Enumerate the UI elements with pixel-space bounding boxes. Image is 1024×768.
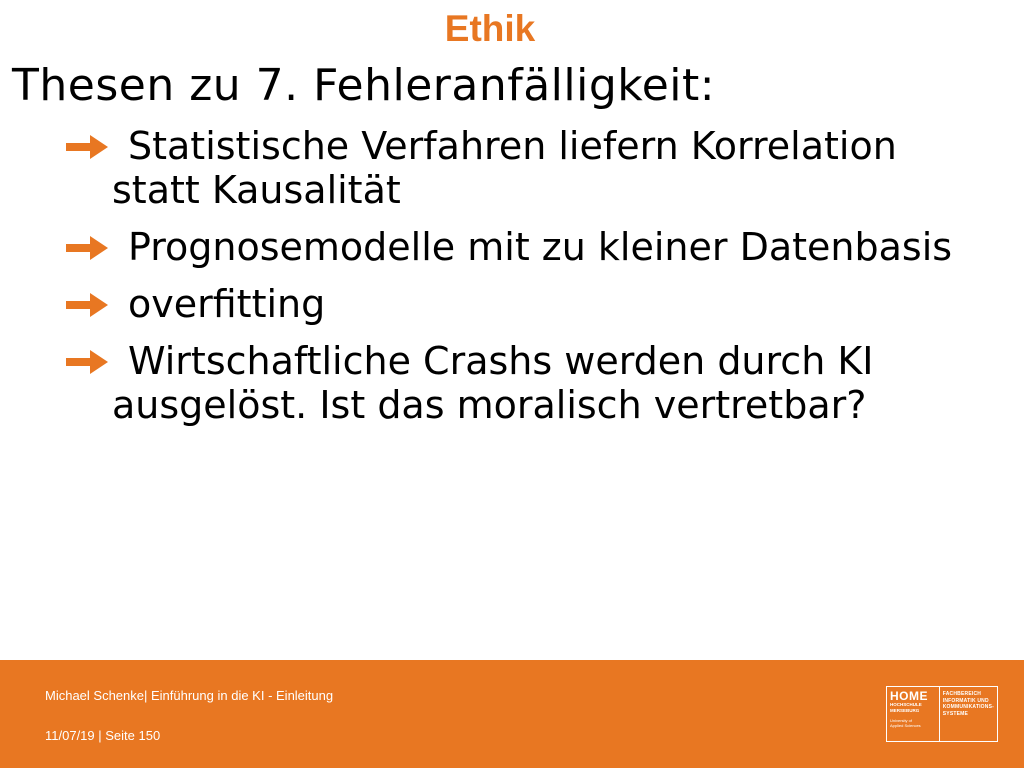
logo-department-block xyxy=(940,687,997,741)
section-title: Ethik xyxy=(444,8,536,49)
logo-department-line: FACHBEREICH xyxy=(942,691,982,697)
logo-mark-block xyxy=(887,687,940,741)
footer-date-page: 11/07/19 | Seite 150 xyxy=(45,728,161,743)
logo-mark: HOME xyxy=(890,689,928,703)
bullet-item xyxy=(64,282,964,326)
bullet-item xyxy=(64,225,964,269)
logo-line: Applied Sciences xyxy=(890,723,921,728)
bullet-item xyxy=(64,124,964,212)
right-arrow-icon xyxy=(64,290,110,320)
university-logo xyxy=(886,686,998,742)
logo-department-line: SYSTEME xyxy=(942,710,969,717)
right-arrow-icon xyxy=(64,233,110,263)
bullet-text: Prognosemodelle mit zu kleiner Datenbasis xyxy=(128,225,953,269)
footer-author-line: Michael Schenke| Einführung in die KI - Einleitung xyxy=(45,688,334,703)
bullet-text: Wirtschaftliche Crashs werden durch KI ausgelöst. Ist das moralisch vertretbar? xyxy=(112,339,874,427)
logo-department-line: INFORMATIK UND xyxy=(942,697,989,704)
logo-line: University of xyxy=(890,718,913,723)
right-arrow-icon xyxy=(64,347,110,377)
right-arrow-icon xyxy=(64,132,110,162)
logo-line: MERSEBURG xyxy=(890,707,920,713)
logo-line: HOCHSCHULE xyxy=(890,702,922,707)
footer-bar xyxy=(0,660,1024,768)
bullet-text: Statistische Verfahren liefern Korrelation statt Kausalität xyxy=(112,124,897,212)
bullet-list xyxy=(64,124,964,440)
slide-heading: Thesen zu 7. Fehleranfälligkeit: xyxy=(12,60,716,111)
bullet-item xyxy=(64,339,964,427)
logo-department-line: KOMMUNIKATIONS- xyxy=(942,704,994,710)
bullet-text: overfitting xyxy=(128,282,326,326)
